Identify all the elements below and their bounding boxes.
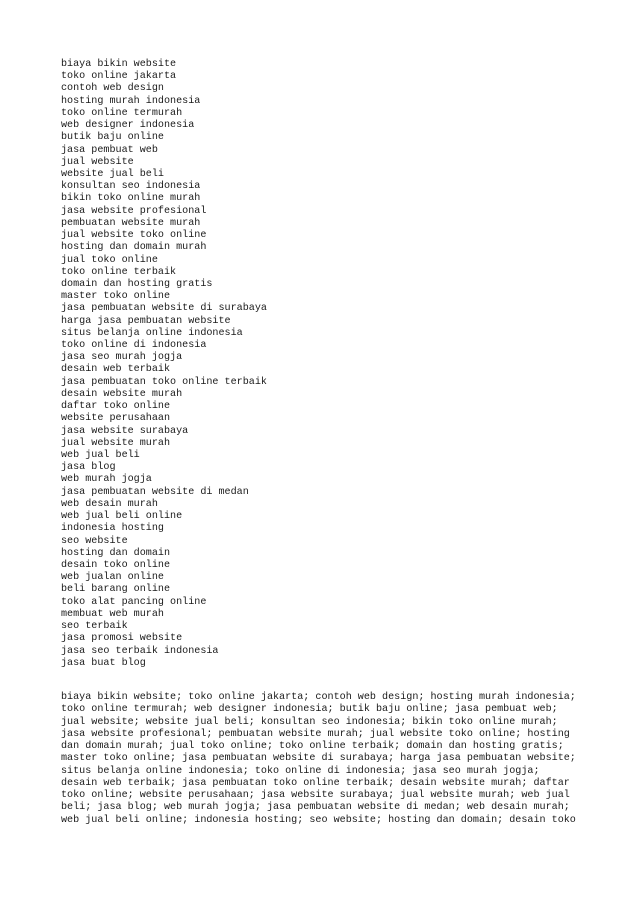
keyword-line: jasa buat blog (61, 657, 146, 669)
keyword-line: web jual beli online (61, 511, 183, 523)
keyword-line: toko alat pancing online (61, 596, 207, 608)
keyword-line: domain dan hosting gratis (61, 278, 213, 290)
keyword-line: jasa pembuatan toko online terbaik (61, 376, 267, 388)
keyword-line: biaya bikin website (61, 59, 177, 70)
keyword-line: jasa website profesional (61, 205, 207, 217)
keyword-line: jasa website surabaya (61, 425, 189, 437)
keyword-line: jasa pembuat web (61, 144, 158, 156)
document-page (61, 59, 581, 826)
keyword-line: desain website murah (61, 388, 183, 400)
keyword-line: toko online jakarta (61, 71, 177, 83)
keyword-line: desain web terbaik (61, 364, 171, 376)
keyword-line: jasa seo murah jogja (61, 352, 183, 364)
keyword-line: web murah jogja (61, 474, 152, 486)
keyword-line: web desain murah (61, 498, 158, 510)
keyword-line: seo terbaik (61, 621, 128, 633)
keyword-line: jual website (61, 156, 134, 168)
keyword-line: jual website murah (61, 437, 171, 449)
keyword-line: web jualan online (61, 572, 164, 584)
keyword-line: seo website (61, 535, 128, 547)
keyword-line: situs belanja online indonesia (61, 327, 243, 339)
keyword-line: jasa blog (61, 462, 116, 474)
keyword-line: pembuatan website murah (61, 217, 201, 229)
keyword-line: web designer indonesia (61, 120, 195, 132)
keyword-line: website perusahaan (61, 413, 171, 425)
keyword-line: toko online termurah (61, 107, 183, 119)
keyword-line: desain toko online (61, 559, 171, 571)
keyword-line: jasa promosi website (61, 633, 183, 645)
keyword-line: hosting dan domain murah (61, 242, 207, 254)
keyword-line: daftar toko online (61, 401, 171, 413)
keyword-paragraph: biaya bikin website; toko online jakarta; contoh web design; hosting murah indonesia; toko online termurah; web designer indonesia; butik baju online; jasa pembuat web; jual website; website jual beli; konsultan seo indonesia; bikin toko online murah; jasa website profesional; pembuatan website murah; jual website toko online; hosting dan domain murah; jual toko online; toko online terbaik; domain dan hosting gratis; master toko online; jasa pembuatan website di surabaya; harga jasa pembuatan website; situs belanja online indonesia; toko online di indonesia; jasa seo murah jogja; desain web terbaik; jasa pembuatan toko online terbaik; desain website murah; daftar toko online; website perusahaan; jasa website surabaya; jual website murah; web jual beli; jasa blog; web murah jogja; jasa pembuatan website di medan; web desain murah; web jual beli online; indonesia hosting; seo website; hosting dan domain; desain toko (61, 692, 576, 826)
keyword-line: hosting murah indonesia (61, 95, 201, 107)
keyword-line: harga jasa pembuatan website (61, 315, 231, 327)
keyword-line: hosting dan domain (61, 547, 171, 559)
keyword-line: web jual beli (61, 450, 140, 461)
keyword-line: jual toko online (61, 254, 158, 266)
keyword-line: jasa pembuatan website di surabaya (61, 303, 267, 315)
keyword-line: membuat web murah (61, 608, 164, 620)
keyword-line: toko online terbaik (61, 266, 177, 278)
keyword-list (61, 59, 581, 670)
keyword-line: konsultan seo indonesia (61, 181, 201, 193)
keyword-line: beli barang online (61, 584, 171, 596)
keyword-line: contoh web design (61, 83, 164, 95)
keyword-line: indonesia hosting (61, 523, 164, 535)
keyword-line: toko online di indonesia (61, 340, 207, 352)
keyword-line: jasa pembuatan website di medan (61, 486, 249, 498)
keyword-line: master toko online (61, 291, 171, 303)
keyword-line: butik baju online (61, 132, 164, 144)
keyword-line: jasa seo terbaik indonesia (61, 645, 219, 657)
keyword-line: website jual beli (61, 168, 164, 180)
keyword-line: bikin toko online murah (61, 193, 201, 205)
keyword-line: jual website toko online (61, 230, 207, 242)
